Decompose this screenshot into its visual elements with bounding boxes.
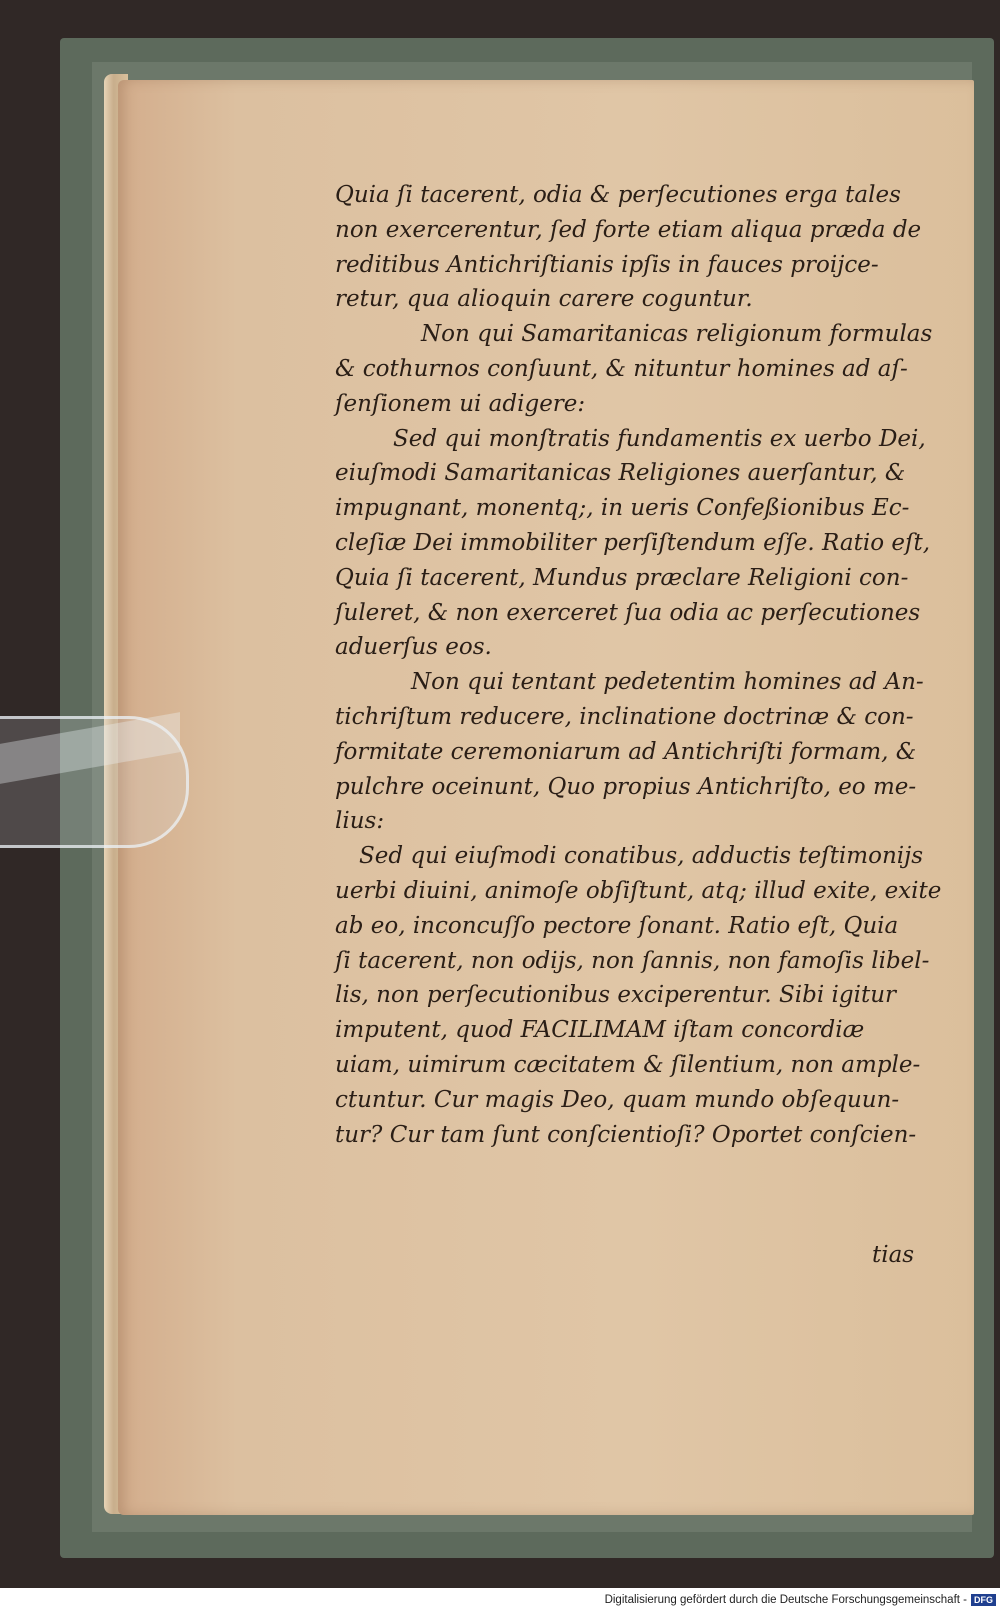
text-line: tur? Cur tam ſunt conſcientioſi? Oportet conſcien- bbox=[335, 1121, 917, 1148]
footer-credit-text: Digitalisierung gefördert durch die Deutsche Forschungsgemeinschaft - bbox=[604, 1594, 967, 1606]
text-line: lius: bbox=[335, 808, 385, 835]
text-line: reditibus Antichriſtianis ipſis in fauces proijce- bbox=[335, 251, 879, 278]
text-line: eiuſmodi Samaritanicas Religiones auerſantur, & bbox=[335, 460, 906, 487]
text-line: Sed qui monſtratis fundamentis ex uerbo Dei, bbox=[393, 425, 926, 452]
text-line: tichriſtum reducere, inclinatione doctrinæ & con- bbox=[335, 703, 914, 730]
footer-credit bbox=[605, 1590, 996, 1610]
text-line: Non qui Samaritanicas religionum formulas bbox=[421, 321, 933, 348]
text-line: impugnant, monentq;, in ueris Confeßionibus Ec- bbox=[335, 495, 910, 522]
text-line: ſuleret, & non exerceret ſua odia ac perſecutiones bbox=[335, 599, 921, 626]
text-line: ab eo, inconcuſſo pectore ſonant. Ratio eſt, Quia bbox=[335, 912, 899, 939]
text-line: aduerſus eos. bbox=[335, 634, 492, 661]
text-line: Quia ſi tacerent, Mundus præclare Religioni con- bbox=[335, 564, 909, 591]
text-line: uerbi diuini, animoſe obſiſtunt, atq; illud exite, exite bbox=[335, 877, 942, 904]
text-line: cleſiæ Dei immobiliter perſiſtendum eſſe. Ratio eſt, bbox=[335, 529, 931, 556]
text-line: Non qui tentant pedetentim homines ad An- bbox=[411, 669, 924, 696]
text-line: Quia ſi tacerent, odia & perſecutiones erga tales bbox=[335, 182, 901, 208]
text-line: retur, qua alioquin carere coguntur. bbox=[335, 286, 753, 313]
text-line: uiam, uimirum cæcitatem & ſilentium, non ample- bbox=[335, 1051, 921, 1078]
page-text bbox=[335, 178, 942, 1152]
text-line: ſi tacerent, non odijs, non ſannis, non famoſis libel- bbox=[335, 947, 930, 974]
text-line: & cothurnos conſuunt, & nituntur homines ad aſ- bbox=[335, 355, 908, 382]
text-line: non exercerentur, ſed forte etiam aliqua præda de bbox=[335, 216, 922, 243]
text-line: imputent, quod FACILIMAM iſtam concordiæ bbox=[335, 1017, 865, 1044]
text-line: ctuntur. Cur magis Deo, quam mundo obſequun- bbox=[335, 1086, 900, 1113]
text-line: ſenſionem ui adigere: bbox=[335, 390, 586, 417]
page-clip bbox=[0, 716, 189, 848]
dfg-logo: DFG bbox=[971, 1594, 996, 1606]
text-line: pulchre oceinunt, Quo propius Antichriſto, eo me- bbox=[335, 773, 917, 800]
catchword: tias bbox=[872, 1242, 915, 1268]
text-line: Sed qui eiuſmodi conatibus, adductis teſtimonijs bbox=[359, 843, 924, 870]
text-line: formitate ceremoniarum ad Antichriſti formam, & bbox=[335, 738, 917, 765]
text-line: lis, non perſecutionibus exciperentur. Sibi igitur bbox=[335, 982, 897, 1009]
